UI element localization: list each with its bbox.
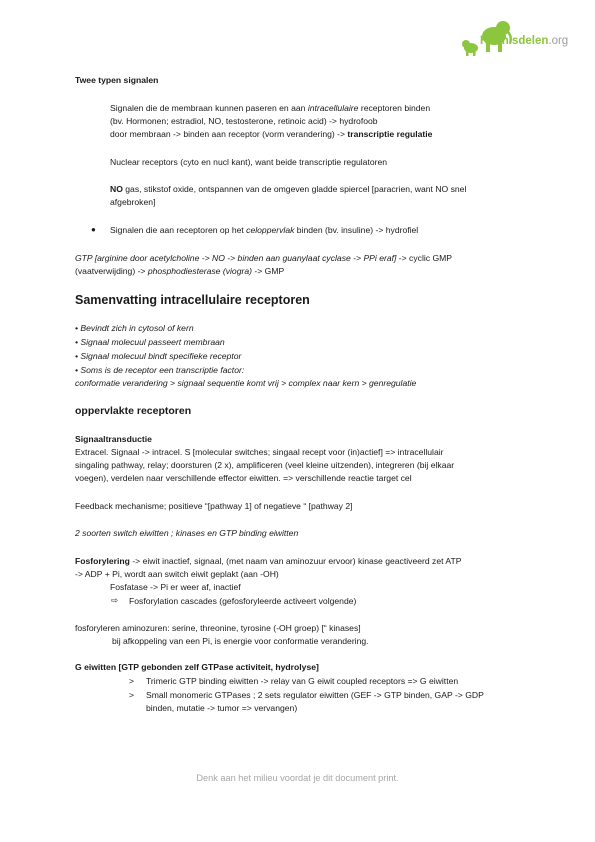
summary-item-2: • Signaal molecuul passeert membraan bbox=[75, 337, 225, 347]
fosforylering-line1: Fosforylering -> eiwit inactief, signaal, (met naam van aminozuur ervoor) kinase geactiveerd zet ATP bbox=[75, 556, 462, 566]
bullet-celoppervlak: Signalen die aan receptoren op het celoppervlak binden (bv. insuline) -> hydrofiel bbox=[110, 225, 419, 235]
transduction-line3: voegen), verdelen naar verschillende effector eiwitten. => verschillende reactie target cel bbox=[75, 473, 412, 483]
subheading-signaaltransductie: Signaaltransductie bbox=[75, 434, 152, 444]
summary-item-1: • Bevindt zich in cytosol of kern bbox=[75, 323, 194, 333]
section-heading-oppervlakte: oppervlakte receptoren bbox=[75, 405, 192, 417]
paragraph-intracellular-line1: Signalen die de membraan kunnen paseren en aan intracellulaire receptoren binden bbox=[110, 103, 431, 113]
bullet-dot-icon: ● bbox=[91, 225, 96, 234]
cascade-line: Fosforylation cascades (gefosforyleerde activeert volgende) bbox=[129, 596, 357, 606]
list-marker-icon: > bbox=[129, 676, 135, 686]
paragraph-no-line2: afgebroken] bbox=[110, 197, 156, 207]
switch-proteins-line: 2 soorten switch eiwitten ; kinases en GTP binding eiwitten bbox=[75, 528, 299, 538]
transduction-line1: Extracel. Signaal -> intracel. S [molecular switches; singaal recept voor (in)actief] => intracellulair bbox=[75, 447, 444, 457]
logo-wordmark[interactable]: Kennisdelen.org bbox=[480, 35, 569, 47]
arrow-right-icon: ⇨ bbox=[111, 595, 119, 605]
g-protein-item-2-line2: binden, mutatie -> tumor => vervangen) bbox=[146, 703, 298, 713]
fosfatase-line: Fosfatase -> Pi er weer af, inactief bbox=[110, 582, 241, 592]
gtp-line2: (vaatverwijding) -> phosphodiesterase (viogra) -> GMP bbox=[75, 266, 285, 276]
summary-item-5: conformatie verandering > signaal sequentie komt vrij > complex naar kern > genregulatie bbox=[75, 378, 417, 388]
gtp-line1: GTP [arginine door acetylcholine -> NO -> binden aan guanylaat cyclase -> PPi eraf] -> cyclic GMP bbox=[75, 253, 453, 263]
transduction-line2: singaling pathway, relay; doorsturen (2 x), amplificeren (veel kleine uitzenden), integreren (bij elkaar bbox=[75, 460, 455, 470]
feedback-line: Feedback mechanisme; positieve “[pathway 1] of negatieve “ [pathway 2] bbox=[75, 501, 353, 511]
paragraph-nuclear-receptors: Nuclear receptors (cyto en nucl kant), want beide transcriptie regulatoren bbox=[110, 157, 388, 167]
g-protein-item-1: Trimeric GTP binding eiwitten -> relay van G eiwit coupled receptors => G eiwitten bbox=[146, 676, 459, 686]
amino-acids-line2: bij afkoppeling van een Pi, is energie voor conformatie verandering. bbox=[112, 636, 369, 646]
paragraph-no-line1: NO gas, stikstof oxide, ontspannen van de omgeven gladde spiercel [paracrien, want NO snel bbox=[110, 184, 467, 194]
g-protein-item-2-line1: Small monomeric GTPases ; 2 sets regulator eiwitten (GEF -> GTP binden, GAP -> GDP bbox=[146, 690, 484, 700]
footer-note: Denk aan het milieu voordat je dit document print. bbox=[196, 773, 399, 783]
summary-item-4: • Soms is de receptor een transcriptie factor: bbox=[75, 365, 245, 375]
summary-item-3: • Signaal molecuul bindt specifieke receptor bbox=[75, 351, 242, 361]
heading-g-eiwitten: G eiwitten [GTP gebonden zelf GTPase activiteit, hydrolyse] bbox=[75, 662, 319, 672]
section-heading-samenvatting: Samenvatting intracellulaire receptoren bbox=[75, 293, 310, 307]
paragraph-intracellular-line3: door membraan -> binden aan receptor (vorm verandering) -> transcriptie regulatie bbox=[110, 129, 433, 139]
paragraph-intracellular-line2: (bv. Hormonen; estradiol, NO, testosterone, retinoic acid) -> hydrofoob bbox=[110, 116, 378, 126]
list-marker-icon: > bbox=[129, 690, 135, 700]
amino-acids-line1: fosforyleren aminozuren: serine, threonine, tyrosine (-OH groep) [“ kinases] bbox=[75, 623, 361, 633]
section-heading-twee-typen: Twee typen signalen bbox=[75, 75, 159, 85]
fosforylering-line2: -> ADP + Pi, wordt aan switch eiwit geplakt (aan -OH) bbox=[75, 569, 279, 579]
